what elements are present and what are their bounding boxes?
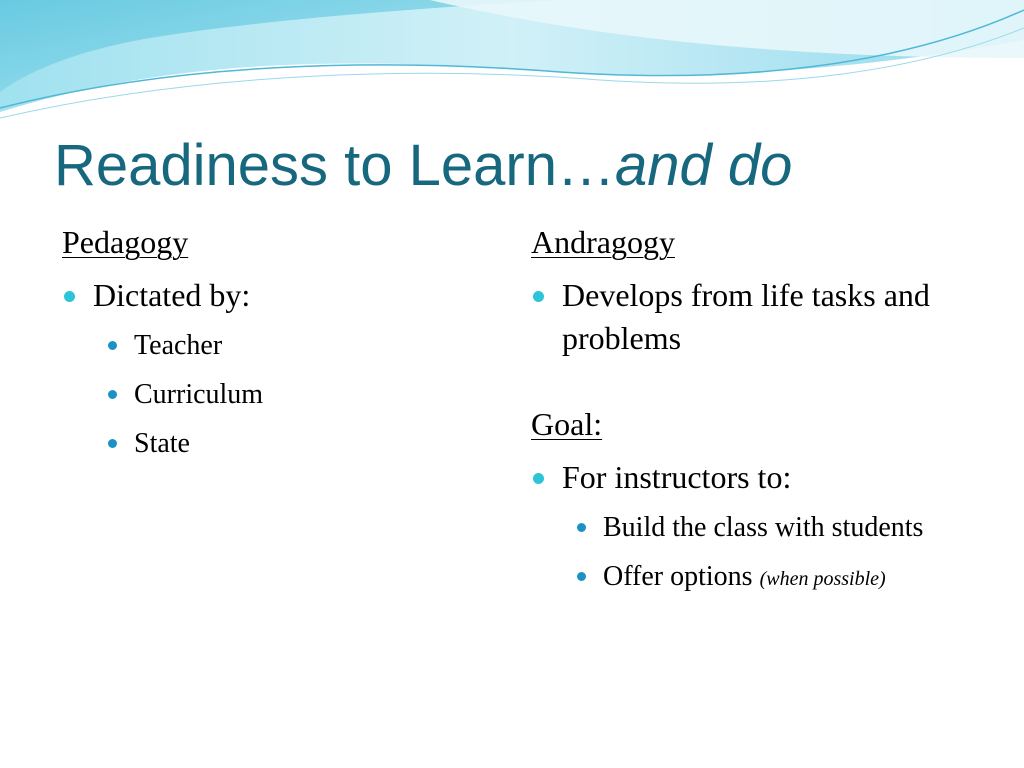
title-italic: and do	[615, 133, 793, 198]
pedagogy-subitem-state: State	[62, 423, 482, 464]
andragogy-heading: Andragogy	[531, 224, 675, 260]
slide-title	[54, 128, 792, 204]
header-wave-decoration	[0, 0, 1024, 130]
title-main: Readiness to Learn…	[54, 133, 615, 198]
spacer	[531, 360, 1001, 404]
goal-subitem-build: Build the class with students	[531, 507, 1001, 548]
andragogy-column	[531, 222, 1001, 600]
andragogy-bullet: Develops from life tasks and problems	[531, 274, 1001, 360]
goal-subitem-offer-note: (when possible)	[759, 568, 886, 590]
goal-bullet: For instructors to:	[531, 456, 1001, 499]
pedagogy-column	[62, 222, 482, 464]
pedagogy-subitem-curriculum: Curriculum	[62, 374, 482, 415]
goal-subitem-offer-text: Offer options	[603, 561, 753, 592]
pedagogy-heading: Pedagogy	[62, 224, 189, 260]
goal-heading: Goal:	[531, 406, 603, 442]
goal-subitem-offer	[531, 556, 1001, 600]
pedagogy-subitem-teacher: Teacher	[62, 325, 482, 366]
pedagogy-bullet: Dictated by:	[62, 274, 482, 317]
